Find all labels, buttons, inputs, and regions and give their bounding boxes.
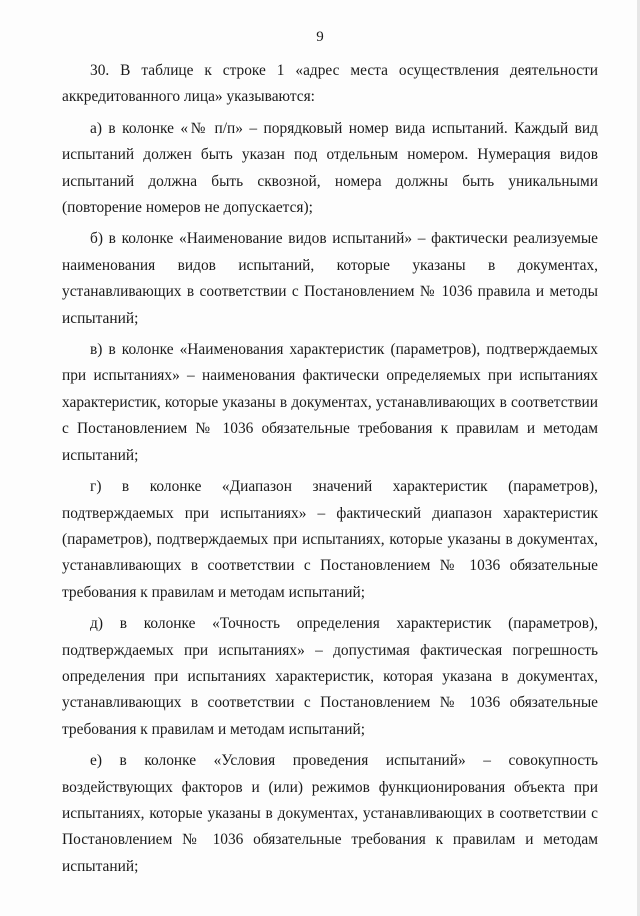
paragraph-v: в) в колонке «Наименования характеристик (параметров), подтверждаемых при испытаниях» – наименования фактически определяемых при испытаниях характеристик, которые указаны в документах, устанавливающих в соответствии с Постановлением № 1036 обязательные требования к правилам и методам испытаний; bbox=[62, 341, 598, 464]
paragraph-b: б) в колонке «Наименование видов испытаний» – фактически реализуемые наименования видов испытаний, которые указаны в документах, устанавливающих в соответствии с Постановлением № 1036 правила и методы испытаний; bbox=[62, 230, 598, 327]
paragraph-e: е) в колонке «Условия проведения испытаний» – совокупность воздействующих факторов и (или) режимов функционирования объекта при испытаниях, которые указаны в документах, устанавливающих в соответствии с Постановлением № 1036 обязательные требования к правилам и методам испытаний; bbox=[62, 752, 598, 875]
document-body bbox=[62, 58, 598, 880]
page-number: 9 bbox=[316, 29, 324, 45]
paragraph-d: д) в колонке «Точность определения характеристик (параметров), подтверждаемых при испытаниях» – допустимая фактическая погрешность определения при испытаниях характеристик, которая указана в документах, устанавливающих в соответствии с Постановлением № 1036 обязательные требования к правилам и методам испытаний; bbox=[62, 615, 598, 738]
paragraph-a: а) в колонке «№ п/п» – порядковый номер вида испытаний. Каждый вид испытаний должен быть указан под отдельным номером. Нумерация видов испытаний должна быть сквозной, номера должны быть уникальными (повторение номеров не допускается); bbox=[62, 119, 598, 217]
paragraph-30: 30. В таблице к строке 1 «адрес места осуществления деятельности аккредитованного лица» указываются: bbox=[62, 62, 598, 106]
paragraph-g: г) в колонке «Диапазон значений характеристик (параметров), подтверждаемых при испытаниях» – фактический диапазон характеристик (параметров), подтверждаемых при испытаниях, которые указаны в документах, устанавливающих в соответствии с Постановлением № 1036 обязательные требования к правилам и методам испытаний; bbox=[62, 478, 598, 601]
